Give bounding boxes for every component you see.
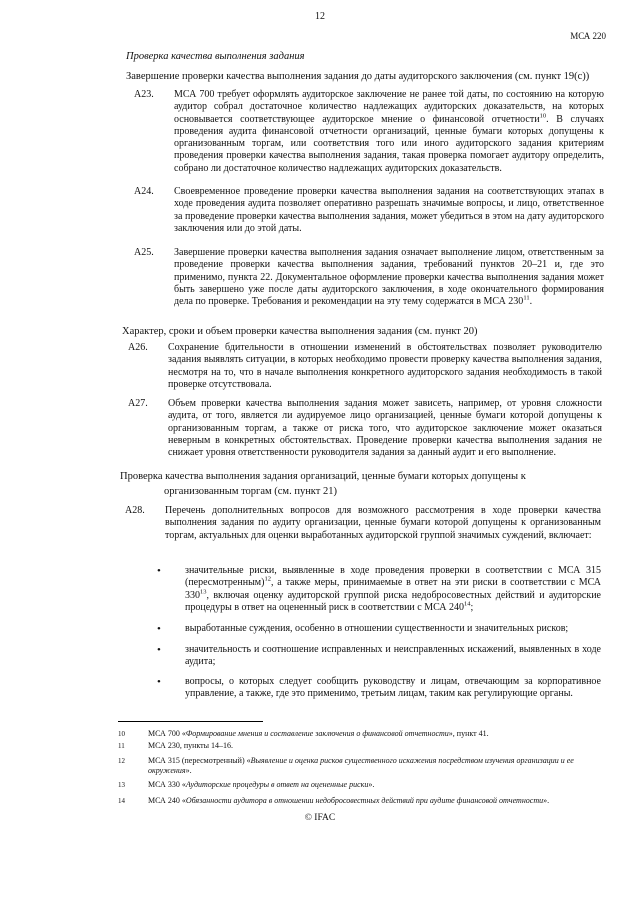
footnote-ref[interactable]: 11 <box>523 294 530 302</box>
paragraph-a23 <box>134 89 604 175</box>
paragraph-a24 <box>134 186 604 235</box>
footnote-11 <box>118 741 603 751</box>
subsection-heading-1: Завершение проверки качества выполнения задания до даты аудиторского заключения (см. пункт 19(с)) <box>126 71 590 82</box>
bullet-text: выработанные суждения, особенно в отношении существенности и значительных рисков; <box>185 623 569 634</box>
paragraph-number: A24. <box>134 186 154 197</box>
paragraph-number: A26. <box>128 342 148 353</box>
bullet-text-cont: ; <box>470 601 474 613</box>
paragraph-text: Своевременное проведение проверки качества выполнения задания на соответствующих этапах в ходе проведения аудита позволяет оперативно разрешать значимые вопросы, и лицо, ответственное за проведение проверки качества выполнения задания, может убедиться в этом на дату аудиторского заключения или до этой даты. <box>174 186 604 234</box>
footnote-text: МСА 330 « <box>148 780 186 789</box>
bullet-icon: • <box>157 676 161 688</box>
paragraph-text: Сохранение бдительности в отношении изменений в обстоятельствах позволяет руководителю задания выявлять ситуации, в которых необходимо провести проверку качества выполнения задания, несмотря на то, что в начале выполнения конкретного аудиторского задания необходимость в такой проверке отсутствовала. <box>168 342 602 390</box>
footnote-ref[interactable]: 10 <box>539 112 547 120</box>
footnote-separator <box>118 721 263 722</box>
bullet-icon: • <box>157 565 161 577</box>
bullet-text-cont: , а также меры, принимаемые в ответ на эти риски в соответствии с МСА 330 <box>185 577 601 601</box>
bullet-text: значительность и соотношение исправленных и неисправленных искажений, выявленных в ходе аудита; <box>185 644 601 668</box>
paragraph-text: Завершение проверки качества выполнения задания означает выполнение лицом, ответственным за проведение проверки качества выполнения задания, требований пунктов 20–21 и, где это применимо, пункта 22. Документальное оформление проверки качества выполнения задания может быть завершено уже после даты аудиторского заключения, в ходе окончательного формирования дела по проверке. Требования и рекомендации на эту тему содержатся в МСА 230 <box>174 247 604 308</box>
paragraph-a26 <box>128 342 602 391</box>
paragraph-number: A27. <box>128 398 148 409</box>
footnote-text: МСА 700 « <box>148 729 186 738</box>
section-title: Проверка качества выполнения задания <box>126 51 305 62</box>
bullet-text: вопросы, о которых следует сообщить руководству и лицам, отвечающим за корпоративное управление, а также, где это применимо, третьим лицам, таким как регулирующие органы. <box>185 676 601 700</box>
paragraph-number: A25. <box>134 247 154 258</box>
bullet-item-3 <box>157 644 601 669</box>
bullet-icon: • <box>157 644 161 656</box>
paragraph-text-cont: . В случаях проведения аудита финансовой отчетности организаций, ценные бумаги которых допущены к организованным торгам, или соответствия того или иного аудиторского задания критериям проведения проверки качества выполнения задания, такая проверка помогает аудитору определить, собрано ли достаточное количество надлежащих аудиторских доказательств. <box>174 113 604 174</box>
footnote-text-end: ». <box>368 780 375 789</box>
bullet-text-cont: , включая оценку аудиторской группой риска недобросовестных действий и аудиторские процедуры в ответ на оцененный риск в соответствии с МСА 240 <box>185 589 601 613</box>
bullet-item-2 <box>157 623 601 635</box>
footnote-key: 13 <box>118 781 125 789</box>
footnote-key: 12 <box>118 757 125 765</box>
paragraph-text: Объем проверки качества выполнения задания может зависеть, например, от уровня сложности аудита, от того, является ли аудируемое лицо организацией, ценные бумаги которой допущены к организованным торгам, а также от риска того, что аудиторское заключение может оказаться неверным в конкретных обстоятельствах. Проведение проверки качества выполнения задания не снижает уровня ответственности руководителя задания за данный аудит и его выполнение. <box>168 398 602 459</box>
paragraph-number: A28. <box>125 505 145 516</box>
bullet-text: значительные риски, выявленные в ходе проведения проверки в соответствии с МСА 315 (пересмотренным) <box>185 565 601 589</box>
footnote-title: Аудиторские процедуры в ответ на оцененные риски <box>185 780 369 789</box>
footnote-ref[interactable]: 14 <box>464 600 471 608</box>
footnote-title: Выявление и оценка рисков существенного искажения посредством изучения организации и ее окружения <box>148 756 574 775</box>
bullet-icon: • <box>157 623 161 635</box>
paragraph-a27 <box>128 398 602 459</box>
footnote-key: 11 <box>118 742 125 750</box>
footnote-text-end: ». <box>185 766 192 775</box>
subsection-heading-2: Характер, сроки и объем проверки качества выполнения задания (см. пункт 20) <box>122 326 478 337</box>
paragraph-a28 <box>125 505 601 542</box>
copyright-footer: © IFAC <box>304 813 336 823</box>
footnote-text: МСА 240 « <box>148 796 186 805</box>
subsection-heading-3-line-1: Проверка качества выполнения задания организаций, ценные бумаги которых допущены к <box>120 471 526 482</box>
footnote-14 <box>118 796 603 806</box>
bullet-item-4 <box>157 676 601 701</box>
paragraph-text: Перечень дополнительных вопросов для возможного рассмотрения в ходе проверки качества выполнения задания по аудиту организации, ценные бумаги которой допущены к организованным торгам, актуальных для оценки выработанных аудиторской группой значимых суждений, включает: <box>165 505 601 541</box>
footnote-title: Формирование мнения и составление заключения о финансовой отчетности <box>185 729 449 738</box>
footnote-key: 10 <box>118 730 125 738</box>
page-number: 12 <box>315 11 325 22</box>
paragraph-number: A23. <box>134 89 154 100</box>
paragraph-text: МСА 700 требует оформлять аудиторское заключение не ранее той даты, по состоянию на которую аудитор собрал достаточное количество надлежащих аудиторских доказательств, на которых основывается соответствующее аудиторское мнение о финансовой отчетности <box>174 89 604 125</box>
paragraph-text-cont: . <box>529 296 533 308</box>
standard-code: МСА 220 <box>570 31 606 41</box>
footnote-10 <box>118 729 603 739</box>
footnote-title: Обязанности аудитора в отношении недобросовестных действий при аудите финансовой отчетности <box>185 796 544 805</box>
subsection-heading-3-line-2: организованным торгам (см. пункт 21) <box>164 486 337 497</box>
footnote-text-end: », пункт 41. <box>448 729 489 738</box>
footnote-text-end: ». <box>543 796 550 805</box>
footnote-key: 14 <box>118 797 125 805</box>
footnote-ref[interactable]: 12 <box>264 575 271 583</box>
footnote-text: МСА 230, пункты 14–16. <box>148 741 234 750</box>
footnote-ref[interactable]: 13 <box>200 588 207 596</box>
footnote-12 <box>118 756 603 776</box>
paragraph-a25 <box>134 247 604 308</box>
footnote-13 <box>118 780 603 790</box>
footnote-text: МСА 315 (пересмотренный) « <box>148 756 251 765</box>
bullet-item-1 <box>157 565 601 614</box>
